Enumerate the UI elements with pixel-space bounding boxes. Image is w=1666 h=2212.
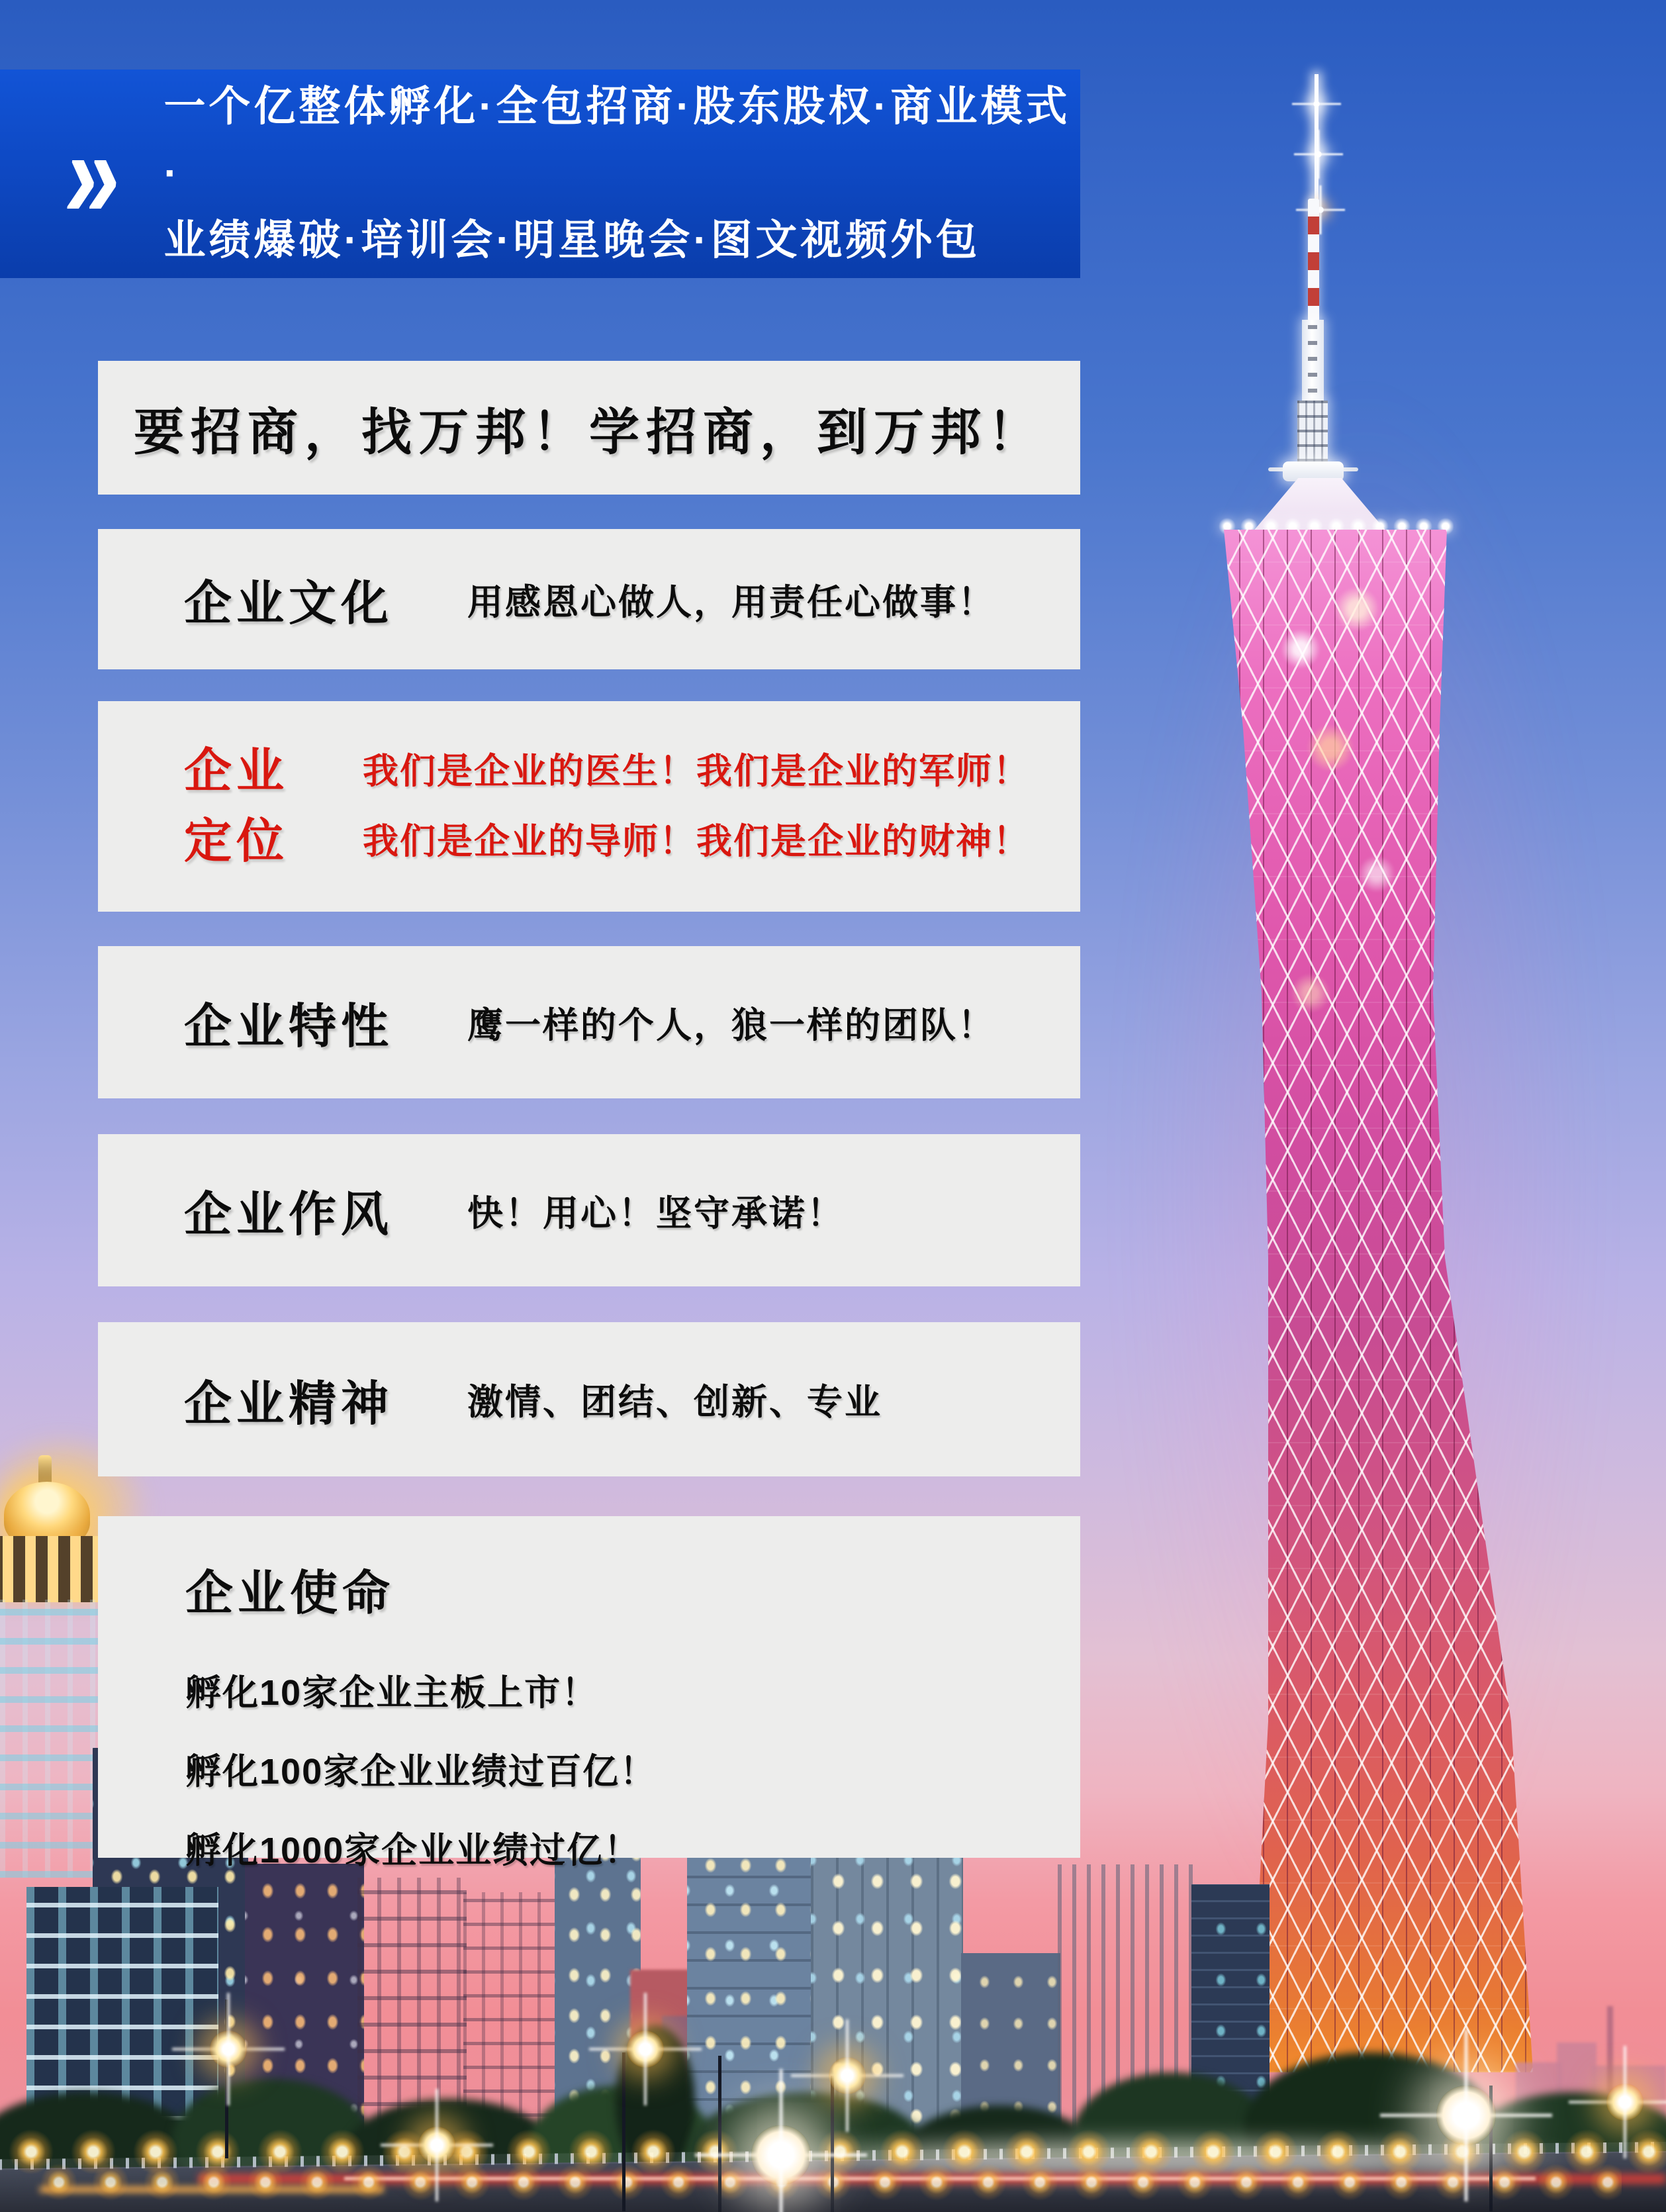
positioning-line1: 我们是企业的医生！我们是企业的军师！ xyxy=(363,751,1031,791)
trait-text: 鹰一样的个人，狼一样的团队！ xyxy=(467,1005,996,1045)
antenna-light-flare xyxy=(1315,151,1322,158)
positioning-title-line1: 企业 xyxy=(184,745,289,798)
positioning-lines xyxy=(363,736,1030,877)
slogan-text: 要招商，找万邦！学招商，到万邦！ xyxy=(134,404,1044,461)
culture-panel xyxy=(98,529,1080,669)
mission-line-1: 孵化10家企业主板上市！ xyxy=(185,1673,599,1713)
banner-line-2: 业绩爆破·培训会·明星晚会·图文视频外包 xyxy=(163,217,981,264)
antenna-lattice-mast xyxy=(1297,401,1328,467)
mission-line-2: 孵化100家企业业绩过百亿！ xyxy=(185,1752,657,1792)
style-panel xyxy=(98,1134,1080,1286)
culture-text: 用感恩心做人，用责任心做事！ xyxy=(467,582,996,622)
slogan-panel xyxy=(98,361,1080,495)
trait-title: 企业特性 xyxy=(184,1000,394,1053)
mission-line-3: 孵化1000家企业业绩过亿！ xyxy=(185,1831,641,1870)
mission-title: 企业使命 xyxy=(185,1567,395,1620)
mission-panel xyxy=(98,1516,1080,1870)
antenna-light-flare xyxy=(1313,101,1320,107)
spirit-text: 激情、团结、创新、专业 xyxy=(467,1382,883,1422)
lamp-pole xyxy=(831,2076,834,2212)
mission-lines xyxy=(185,1654,1080,1890)
double-chevron-icon: » xyxy=(58,104,124,244)
culture-title: 企业文化 xyxy=(184,577,394,630)
antenna-striped-mast xyxy=(1308,199,1319,324)
positioning-title xyxy=(184,736,289,877)
spirit-title: 企业精神 xyxy=(184,1377,394,1431)
trait-panel xyxy=(98,946,1080,1098)
street-lamp-row xyxy=(33,2164,1622,2201)
golden-dome-tower-body xyxy=(0,1600,101,1878)
spirit-panel xyxy=(98,1322,1080,1476)
antenna-upper-mast xyxy=(1302,320,1324,403)
banner-text xyxy=(163,73,1080,274)
style-title: 企业作风 xyxy=(184,1188,394,1241)
header-banner xyxy=(0,70,1080,278)
canton-tower xyxy=(1191,66,1562,2079)
golden-dome-colonnade xyxy=(0,1536,99,1602)
banner-line-1: 一个亿整体孵化·全包招商·股东股权·商业模式· xyxy=(163,83,1071,197)
tower-lattice-body xyxy=(1191,530,1562,2072)
style-text: 快！用心！坚守承诺！ xyxy=(467,1193,845,1233)
positioning-title-line2: 定位 xyxy=(184,815,289,868)
distant-spire xyxy=(1607,2006,1613,2092)
positioning-panel xyxy=(98,701,1080,912)
positioning-line2: 我们是企业的导师！我们是企业的财神！ xyxy=(363,822,1031,861)
tower-inner-lights xyxy=(1191,530,1562,2072)
lamp-pole xyxy=(622,2052,625,2211)
lamp-pole xyxy=(718,2056,721,2212)
